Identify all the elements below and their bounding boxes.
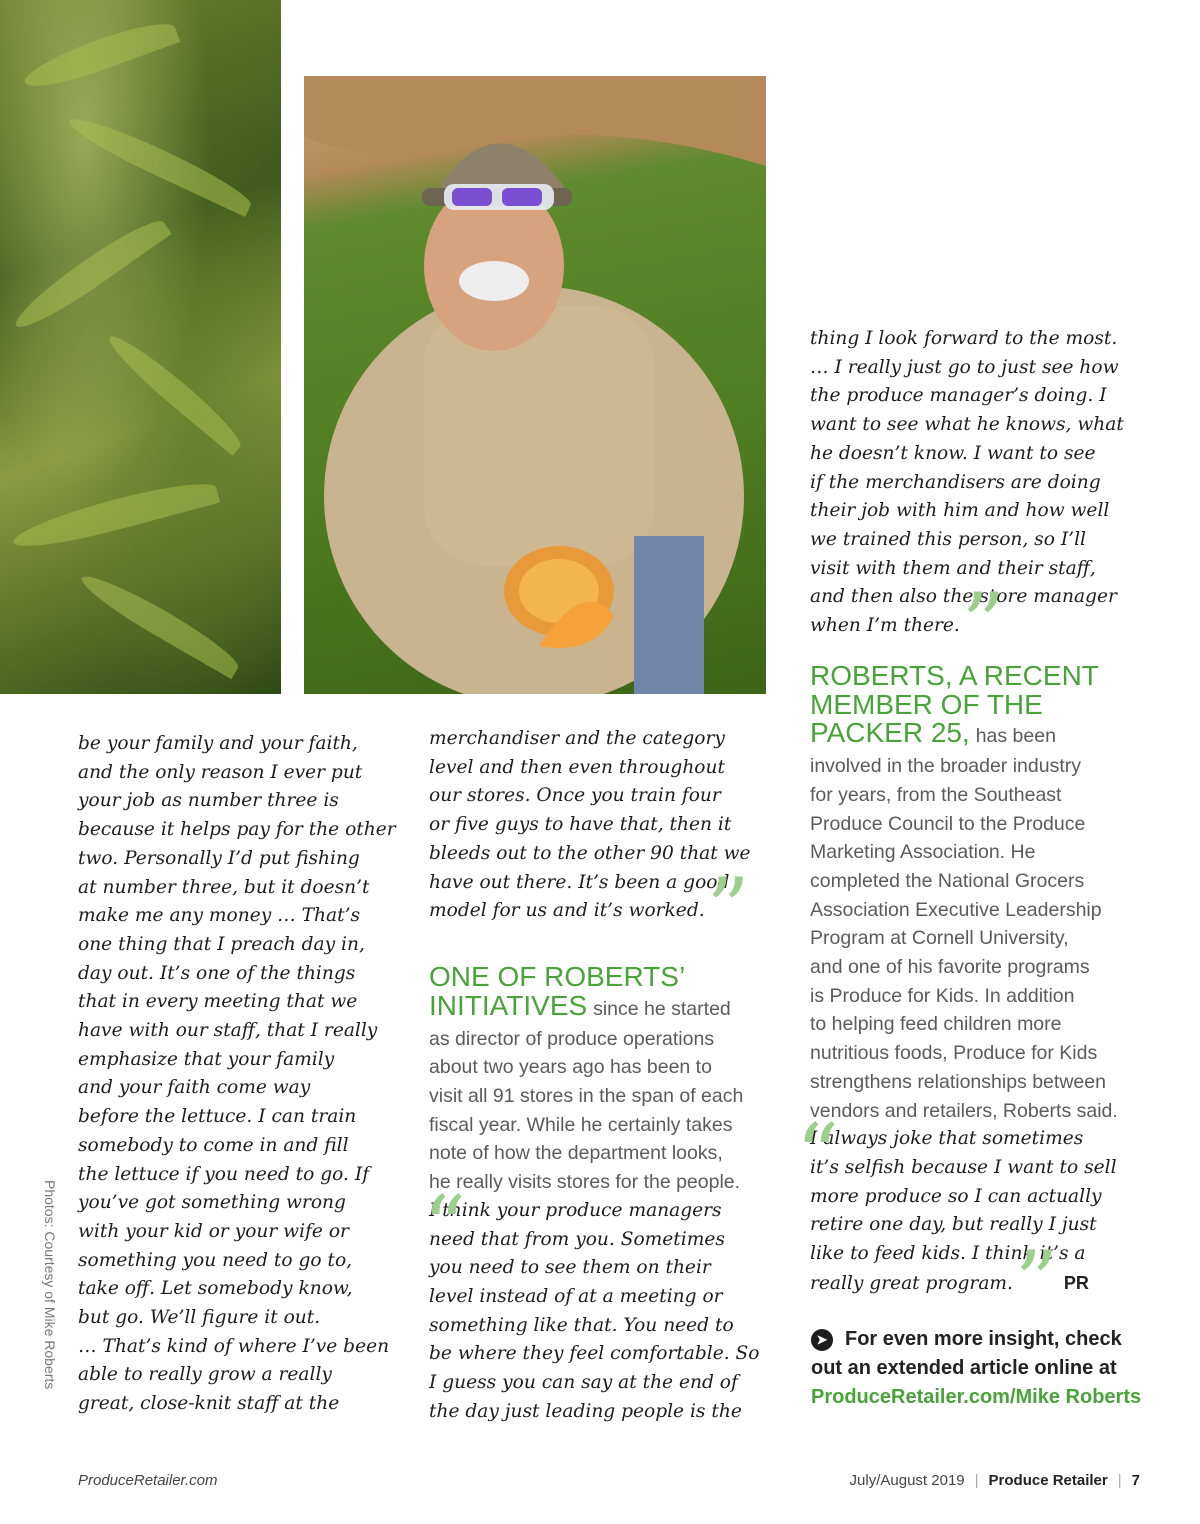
text-line: take off. Let somebody know, [78, 1278, 353, 1300]
text-line: nutritious foods, Produce for Kids [810, 1042, 1098, 1065]
text-line: before the lettuce. I can train [78, 1106, 357, 1128]
text-line: he doesn’t know. I want to see [810, 442, 1096, 464]
text-line: able to really grow a really [78, 1364, 332, 1386]
close-quote-icon: ” [706, 860, 750, 959]
text-line: Marketing Association. He [810, 841, 1036, 864]
text-line: need that from you. Sometimes [429, 1228, 725, 1250]
text-line: … That’s kind of where I’ve been [78, 1335, 390, 1357]
text-line: merchandiser and the category [429, 728, 725, 749]
text-line: be your family and your faith, [78, 733, 358, 754]
text-line: level instead of at a meeting or [429, 1285, 723, 1307]
text-line: have with our staff, that I really [78, 1020, 378, 1042]
callout-line: For even more insight, check [845, 1328, 1122, 1350]
text-line: for years, from the Southeast [810, 783, 1062, 806]
text-line: fiscal year. While he certainly takes [429, 1113, 733, 1136]
text-line: visit with them and their staff, [810, 557, 1096, 579]
lead-in-heading: ROBERTS, A RECENT [810, 660, 1099, 692]
text-line: involved in the broader industry [810, 755, 1081, 778]
text-line: with your kid or your wife or [78, 1220, 349, 1242]
text-line: is Produce for Kids. In addition [810, 984, 1075, 1007]
footer-folio: July/August 2019 | Produce Retailer | 7 [849, 1472, 1140, 1489]
text-line: visit all 91 stores in the span of each [429, 1085, 744, 1108]
text-line: completed the National Grocers [810, 869, 1085, 892]
text-line: great, close-knit staff at the [78, 1393, 340, 1415]
text-line: and the only reason I ever put [78, 761, 363, 783]
text-line: that in every meeting that we [78, 991, 358, 1013]
end-mark: PR [1063, 1272, 1089, 1293]
text-line: Association Executive Leadership [810, 898, 1102, 921]
text-line: your job as number three is [78, 790, 339, 812]
text-line: you’ve got something wrong [78, 1192, 346, 1214]
text-line: when I’m there. [810, 615, 960, 637]
text-line: he really visits stores for the people. [429, 1171, 741, 1194]
text-line: and one of his favorite programs [810, 956, 1090, 979]
text-line: and then also the store manager [810, 586, 1117, 608]
lead-in-heading: MEMBER OF THE [810, 688, 1043, 720]
text-line: and your faith come way [78, 1077, 311, 1099]
text-line: make me any money … That’s [78, 905, 361, 927]
text-line: our stores. Once you train four [429, 785, 721, 807]
text-line: at number three, but it doesn’t [78, 876, 370, 898]
text-line: really great program. [810, 1272, 1013, 1294]
footer-site: ProduceRetailer.com [78, 1472, 218, 1489]
text-line: somebody to come in and fill [78, 1134, 349, 1156]
text-line: I always joke that sometimes [810, 1128, 1084, 1150]
page-number: 7 [1131, 1472, 1140, 1489]
text-line: you need to see them on their [429, 1257, 711, 1279]
lead-in-heading: PACKER 25, [810, 717, 970, 749]
text-line: the lettuce if you need to go. If [78, 1163, 370, 1185]
text-line: Program at Cornell University, [810, 927, 1069, 950]
text-line: it’s selfish because I want to sell [810, 1156, 1117, 1178]
text-line: because it helps pay for the other [78, 819, 396, 841]
text-line: be where they feel comfortable. So [429, 1343, 760, 1365]
text-line: about two years ago has been to [429, 1056, 712, 1079]
column-2: merchandiser and the category level and then even throughout our stores. Once you train four or five guys to have that, then it bleeds out to the other 90 that we have out there. It’s been a good model for us and it’s worked.” ONE OF ROBERTS’ INITIATIVES since he started as director of produce operations about two years ago has been to visit all 91 stores in the span of each fiscal year. While he certainly takes note of how the department looks, he really visits stores for the people. “ I think your produce managers need that from you. Sometimes you need to see them on their level instead of at a meeting or something like that. You need to be where they feel comfortable. So I guess you can say at the end of the day just leading people is the [429, 725, 779, 1426]
text-line: we trained this person, so I’ll [810, 528, 1086, 550]
text-line: Produce Council to the Produce [810, 812, 1086, 835]
text-line: model for us and it’s worked. [429, 900, 705, 922]
lead-in-heading: ONE OF ROBERTS’ [429, 961, 686, 993]
text-line: or five guys to have that, then it [429, 814, 732, 836]
article-link[interactable]: ProduceRetailer.com/Mike Roberts [811, 1386, 1142, 1408]
text-line: one thing that I preach day in, [78, 933, 365, 955]
text-line: the day just leading people is the [429, 1400, 742, 1422]
text-line: day out. It’s one of the things [78, 962, 356, 984]
text-line: to helping feed children more [810, 1013, 1062, 1036]
column-3: thing I look forward to the most. … I really just go to just see how the produce manager’s doing. I want to see what he knows, what he doesn’t know. I want to see if the merchandisers are doing their job with him and how well we trained this person, so I’ll visit with them and their staff, and then also the store manager when I’m there.” ROBERTS, A RECENT MEMBER OF THE PACKER 25, has been involved in the broader industry for years, from the Southeast Produce Council to the Produce Marketing Association. He completed the National Grocers Association Executive Leadership Program at Cornell University, and one of his favorite programs is Produce for Kids. In addition to helping feed children more nutritious foods, Produce for Kids strengthens relationships between vendors and retailers, Roberts said. “ I always joke that sometimes it’s selfish because I want to sell more produce so I can actually retire one day, but really I just like to feed kids. I think it’s a really great program.” PR [810, 325, 1170, 1310]
close-quote-icon: ” [1014, 1232, 1058, 1331]
text-line: has been [975, 725, 1056, 748]
text-line: like to feed kids. I think it’s a [810, 1243, 1086, 1265]
text-line: bleeds out to the other 90 that we [429, 842, 751, 864]
callout-line: out an extended article online at [811, 1357, 1117, 1379]
foliage-photo [0, 0, 281, 694]
text-line: but go. We’ll figure it out. [78, 1307, 321, 1329]
text-line: as director of produce operations [429, 1027, 715, 1050]
text-line: if the merchandisers are doing [810, 471, 1101, 493]
text-line: something like that. You need to [429, 1314, 734, 1336]
text-line: the produce manager’s doing. I [810, 385, 1107, 407]
text-line: I think your produce managers [429, 1199, 722, 1221]
close-quote-icon: ” [961, 575, 1005, 674]
lead-in-heading: INITIATIVES [429, 989, 588, 1021]
text-line: more produce so I can actually [810, 1185, 1102, 1207]
text-line: want to see what he knows, what [810, 414, 1124, 436]
footer-magazine: Produce Retailer [988, 1472, 1108, 1489]
text-line: retire one day, but really I just [810, 1214, 1097, 1236]
text-line: two. Personally I’d put fishing [78, 847, 360, 869]
text-line: their job with him and how well [810, 500, 1110, 522]
photo-credit: Photos: Courtesy of Mike Roberts [42, 1180, 58, 1390]
text-line: note of how the department looks, [429, 1142, 723, 1165]
text-line: have out there. It’s been a good [429, 871, 730, 893]
cursor-arrow-icon: ➤ [811, 1329, 833, 1351]
text-line: emphasize that your family [78, 1048, 335, 1070]
text-line: I guess you can say at the end of [429, 1372, 738, 1394]
footer-issue: July/August 2019 [849, 1472, 965, 1489]
text-line: since he started [593, 997, 731, 1020]
farmer-portrait-photo [304, 76, 766, 694]
column-1-quote [78, 730, 413, 1419]
text-line: level and then even throughout [429, 756, 725, 778]
text-line: vendors and retailers, Roberts said. [810, 1099, 1118, 1122]
text-line: … I really just go to just see how [810, 356, 1119, 378]
text-line: strengthens relationships between [810, 1070, 1106, 1093]
text-line: thing I look forward to the most. [810, 328, 1118, 349]
text-line: something you need to go to, [78, 1249, 353, 1271]
online-article-callout [811, 1325, 1171, 1412]
